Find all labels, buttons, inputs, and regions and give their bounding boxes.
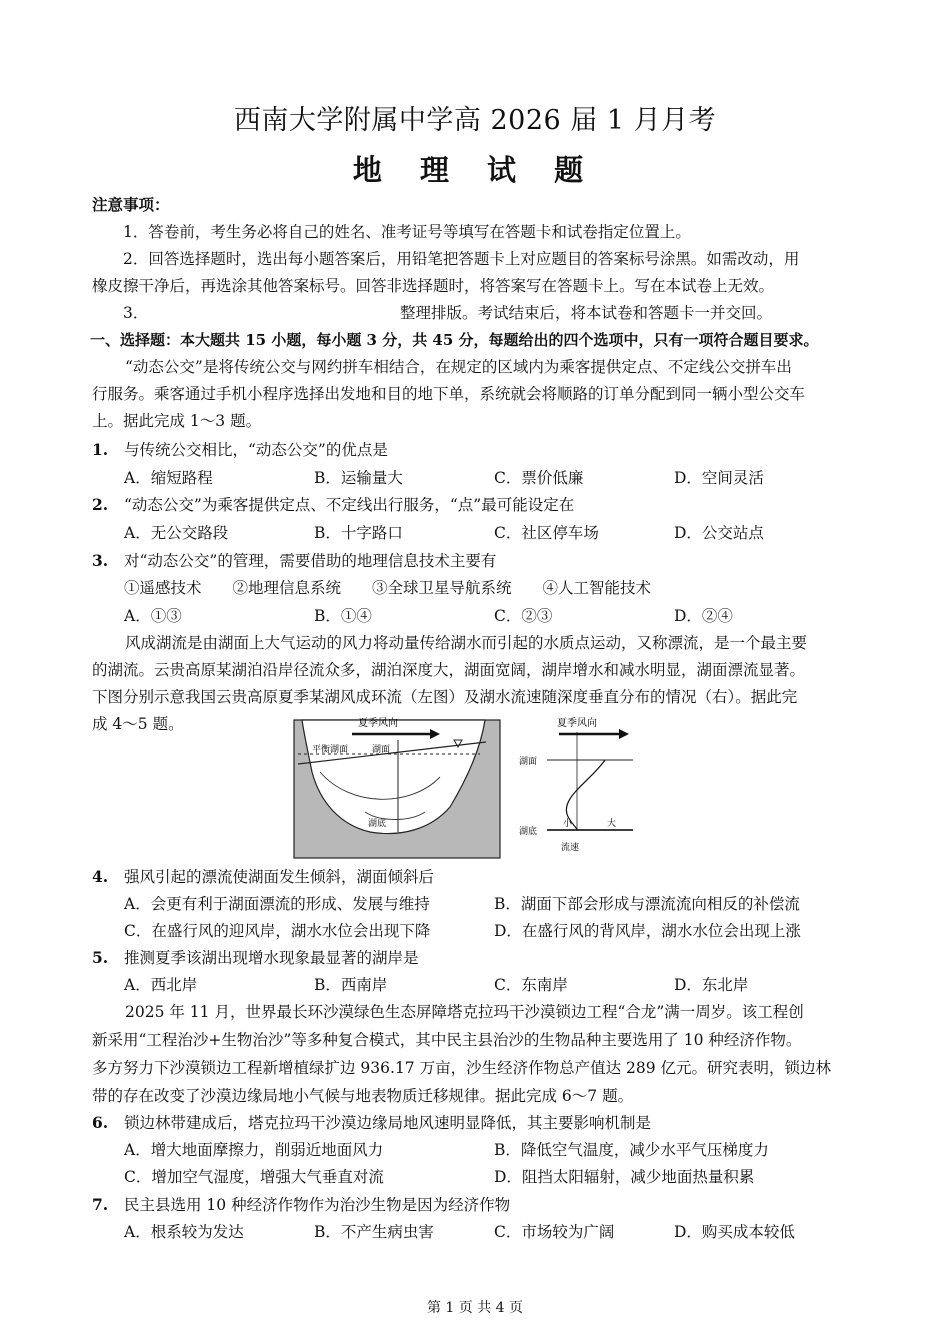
q3-option-b: B．①④ bbox=[314, 607, 372, 625]
left-surface-label: 湖面 bbox=[372, 745, 391, 755]
notice-item-3-number: 3． bbox=[123, 304, 149, 322]
velocity-label: 流速 bbox=[561, 843, 580, 853]
question-1-number: 1. bbox=[92, 440, 109, 459]
q3-option-c: C．②③ bbox=[494, 607, 553, 625]
passage2-line3: 下图分别示意我国云贵高原夏季某湖风成环流（左图）及湖水流速随深度垂直分布的情况（右）。据此完 bbox=[92, 688, 798, 706]
question-1-stem: 与传统公交相比，“动态公交”的优点是 bbox=[124, 441, 388, 459]
question-6-stem: 锁边林带建成后，塔克拉玛干沙漠边缘局地风速明显降低，其主要影响机制是 bbox=[124, 1114, 652, 1132]
large-label: 大 bbox=[607, 819, 617, 829]
q4-option-d: D．在盛行风的背风岸，湖水水位会出现上涨 bbox=[494, 922, 801, 940]
small-label: 小 bbox=[563, 819, 573, 829]
right-wind-label: 夏季风向 bbox=[557, 718, 597, 729]
question-6-number: 6. bbox=[92, 1113, 109, 1132]
q3-statement-items: ①遥感技术 ②地理信息系统 ③全球卫星导航系统 ④人工智能技术 bbox=[124, 579, 652, 597]
velocity-curve bbox=[566, 760, 605, 830]
notice-item-3-text: 整理排版。考试结束后，将本试卷和答题卡一并交回。 bbox=[400, 304, 773, 322]
right-bottom-label: 湖底 bbox=[519, 827, 538, 837]
q6-option-b: B．降低空气温度，减少水平气压梯度力 bbox=[494, 1141, 769, 1159]
exam-title: 西南大学附属中学高 2026 届 1 月月考 bbox=[233, 105, 717, 136]
balance-surface-label: 平衡湖面 bbox=[312, 745, 349, 755]
q6-option-a: A．增大地面摩擦力，削弱近地面风力 bbox=[124, 1141, 384, 1159]
passage2-line1: 风成湖流是由湖面上大气运动的风力将动量传给湖水而引起的水质点运动，又称漂流，是一个最主要 bbox=[125, 634, 808, 652]
passage2-line2: 的湖流。云贵高原某湖泊沿岸径流众多，湖泊深度大，湖面宽阔，湖岸增水和减水明显，湖面漂流显著。 bbox=[92, 661, 806, 679]
q5-option-c: C．东南岸 bbox=[494, 976, 568, 994]
question-2-stem: “动态公交”为乘客提供定点、不定线出行服务，“点”最可能设定在 bbox=[124, 496, 575, 514]
q2-option-b: B．十字路口 bbox=[314, 524, 403, 542]
left-wind-label: 夏季风向 bbox=[358, 718, 398, 729]
question-7-stem: 民主县选用 10 种经济作物作为治沙生物是因为经济作物 bbox=[124, 1196, 511, 1214]
question-2-number: 2. bbox=[92, 495, 109, 514]
q1-option-a: A．缩短路程 bbox=[124, 469, 213, 487]
exam-subject-title: 地 理 试 题 bbox=[352, 153, 598, 187]
q1-option-c: C．票价低廉 bbox=[494, 469, 584, 487]
q3-option-a: A．①③ bbox=[124, 607, 182, 625]
q4-option-c: C．在盛行风的迎风岸，湖水水位会出现下降 bbox=[124, 922, 431, 940]
notice-item-1: 1．答卷前，考生务必将自己的姓名、准考证号等填写在答题卡和试卷指定位置上。 bbox=[123, 223, 691, 241]
q5-option-d: D．东北岸 bbox=[674, 976, 749, 994]
question-3-stem: 对“动态公交”的管理，需要借助的地理信息技术主要有 bbox=[124, 552, 497, 570]
passage3-line2: 新采用“工程治沙+生物治沙”等多种复合模式，其中民主县治沙的生物品种主要选用了 10 种经济作物。 bbox=[92, 1031, 802, 1049]
passage3-line3: 多方努力下沙漠锁边工程新增植绿扩边 936.17 万亩，沙生经济作物总产值达 289 亿元。研究表明，锁边林 bbox=[92, 1059, 832, 1077]
q3-option-d: D．②④ bbox=[674, 607, 733, 625]
q7-option-b: B．不产生病虫害 bbox=[314, 1223, 434, 1241]
passage3-line4: 带的存在改变了沙漠边缘局地小气候与地表物质迁移规律。据此完成 6～7 题。 bbox=[92, 1087, 634, 1105]
right-wind-arrow-head bbox=[619, 729, 629, 739]
q7-option-a: A．根系较为发达 bbox=[124, 1223, 244, 1241]
section-heading: 一、选择题：本大题共 15 小题，每小题 3 分，共 45 分，每题给出的四个选项中，只有一项符合题目要求。 bbox=[90, 331, 819, 349]
q7-option-c: C．市场较为广阔 bbox=[494, 1223, 615, 1241]
q4-option-b: B．湖面下部会形成与漂流流向相反的补偿流 bbox=[494, 895, 800, 913]
velocity-profile-diagram bbox=[515, 712, 635, 857]
right-surface-label: 湖面 bbox=[519, 757, 538, 767]
q1-option-b: B．运输量大 bbox=[314, 469, 403, 487]
question-3-number: 3. bbox=[92, 551, 109, 570]
passage1-line2: 行服务。乘客通过手机小程序选择出发地和目的地下单，系统就会将顺路的订单分配到同一辆小型公交车 bbox=[92, 385, 806, 403]
passage1-line1: “动态公交”是将传统公交与网约拼车相结合，在规定的区域内为乘客提供定点、不定线公交拼车出 bbox=[125, 358, 792, 376]
q2-option-c: C．社区停车场 bbox=[494, 524, 599, 542]
question-4-stem: 强风引起的漂流使湖面发生倾斜，湖面倾斜后 bbox=[124, 868, 435, 886]
left-bottom-label: 湖底 bbox=[368, 819, 387, 829]
q7-option-d: D．购买成本较低 bbox=[674, 1223, 795, 1241]
page-footer: 第 1 页 共 4 页 bbox=[426, 1300, 524, 1316]
question-5-stem: 推测夏季该湖出现增水现象最显著的湖岸是 bbox=[124, 949, 419, 967]
question-4-number: 4. bbox=[92, 867, 109, 886]
q5-option-b: B．西南岸 bbox=[314, 976, 388, 994]
notice-heading: 注意事项： bbox=[92, 195, 170, 214]
notice-item-2a: 2．回答选择题时，选出每小题答案后，用铅笔把答题卡上对应题目的答案标号涂黑。如需改动，用 bbox=[123, 250, 800, 268]
q2-option-d: D．公交站点 bbox=[674, 524, 764, 542]
notice-item-2b: 橡皮擦干净后，再选涂其他答案标号。回答非选择题时，将答案写在答题卡上。写在本试卷上无效。 bbox=[92, 277, 775, 295]
q1-option-d: D．空间灵活 bbox=[674, 469, 764, 487]
passage2-line4: 成 4～5 题。 bbox=[92, 715, 184, 733]
q6-option-c: C．增加空气湿度，增强大气垂直对流 bbox=[124, 1168, 384, 1186]
q2-option-a: A．无公交路段 bbox=[124, 524, 229, 542]
q5-option-a: A．西北岸 bbox=[124, 976, 198, 994]
lake-circulation-diagram bbox=[290, 712, 505, 862]
question-7-number: 7. bbox=[92, 1195, 109, 1214]
question-5-number: 5. bbox=[92, 948, 109, 967]
passage1-line3: 上。据此完成 1～3 题。 bbox=[92, 412, 262, 430]
passage3-line1: 2025 年 11 月，世界最长环沙漠绿色生态屏障塔克拉玛干沙漠锁边工程“合龙”满一周岁。该工程创 bbox=[125, 1003, 804, 1021]
q6-option-d: D．阻挡太阳辐射，减少地面热量积累 bbox=[494, 1168, 755, 1186]
q4-option-a: A．会更有利于湖面漂流的形成、发展与维持 bbox=[124, 895, 430, 913]
